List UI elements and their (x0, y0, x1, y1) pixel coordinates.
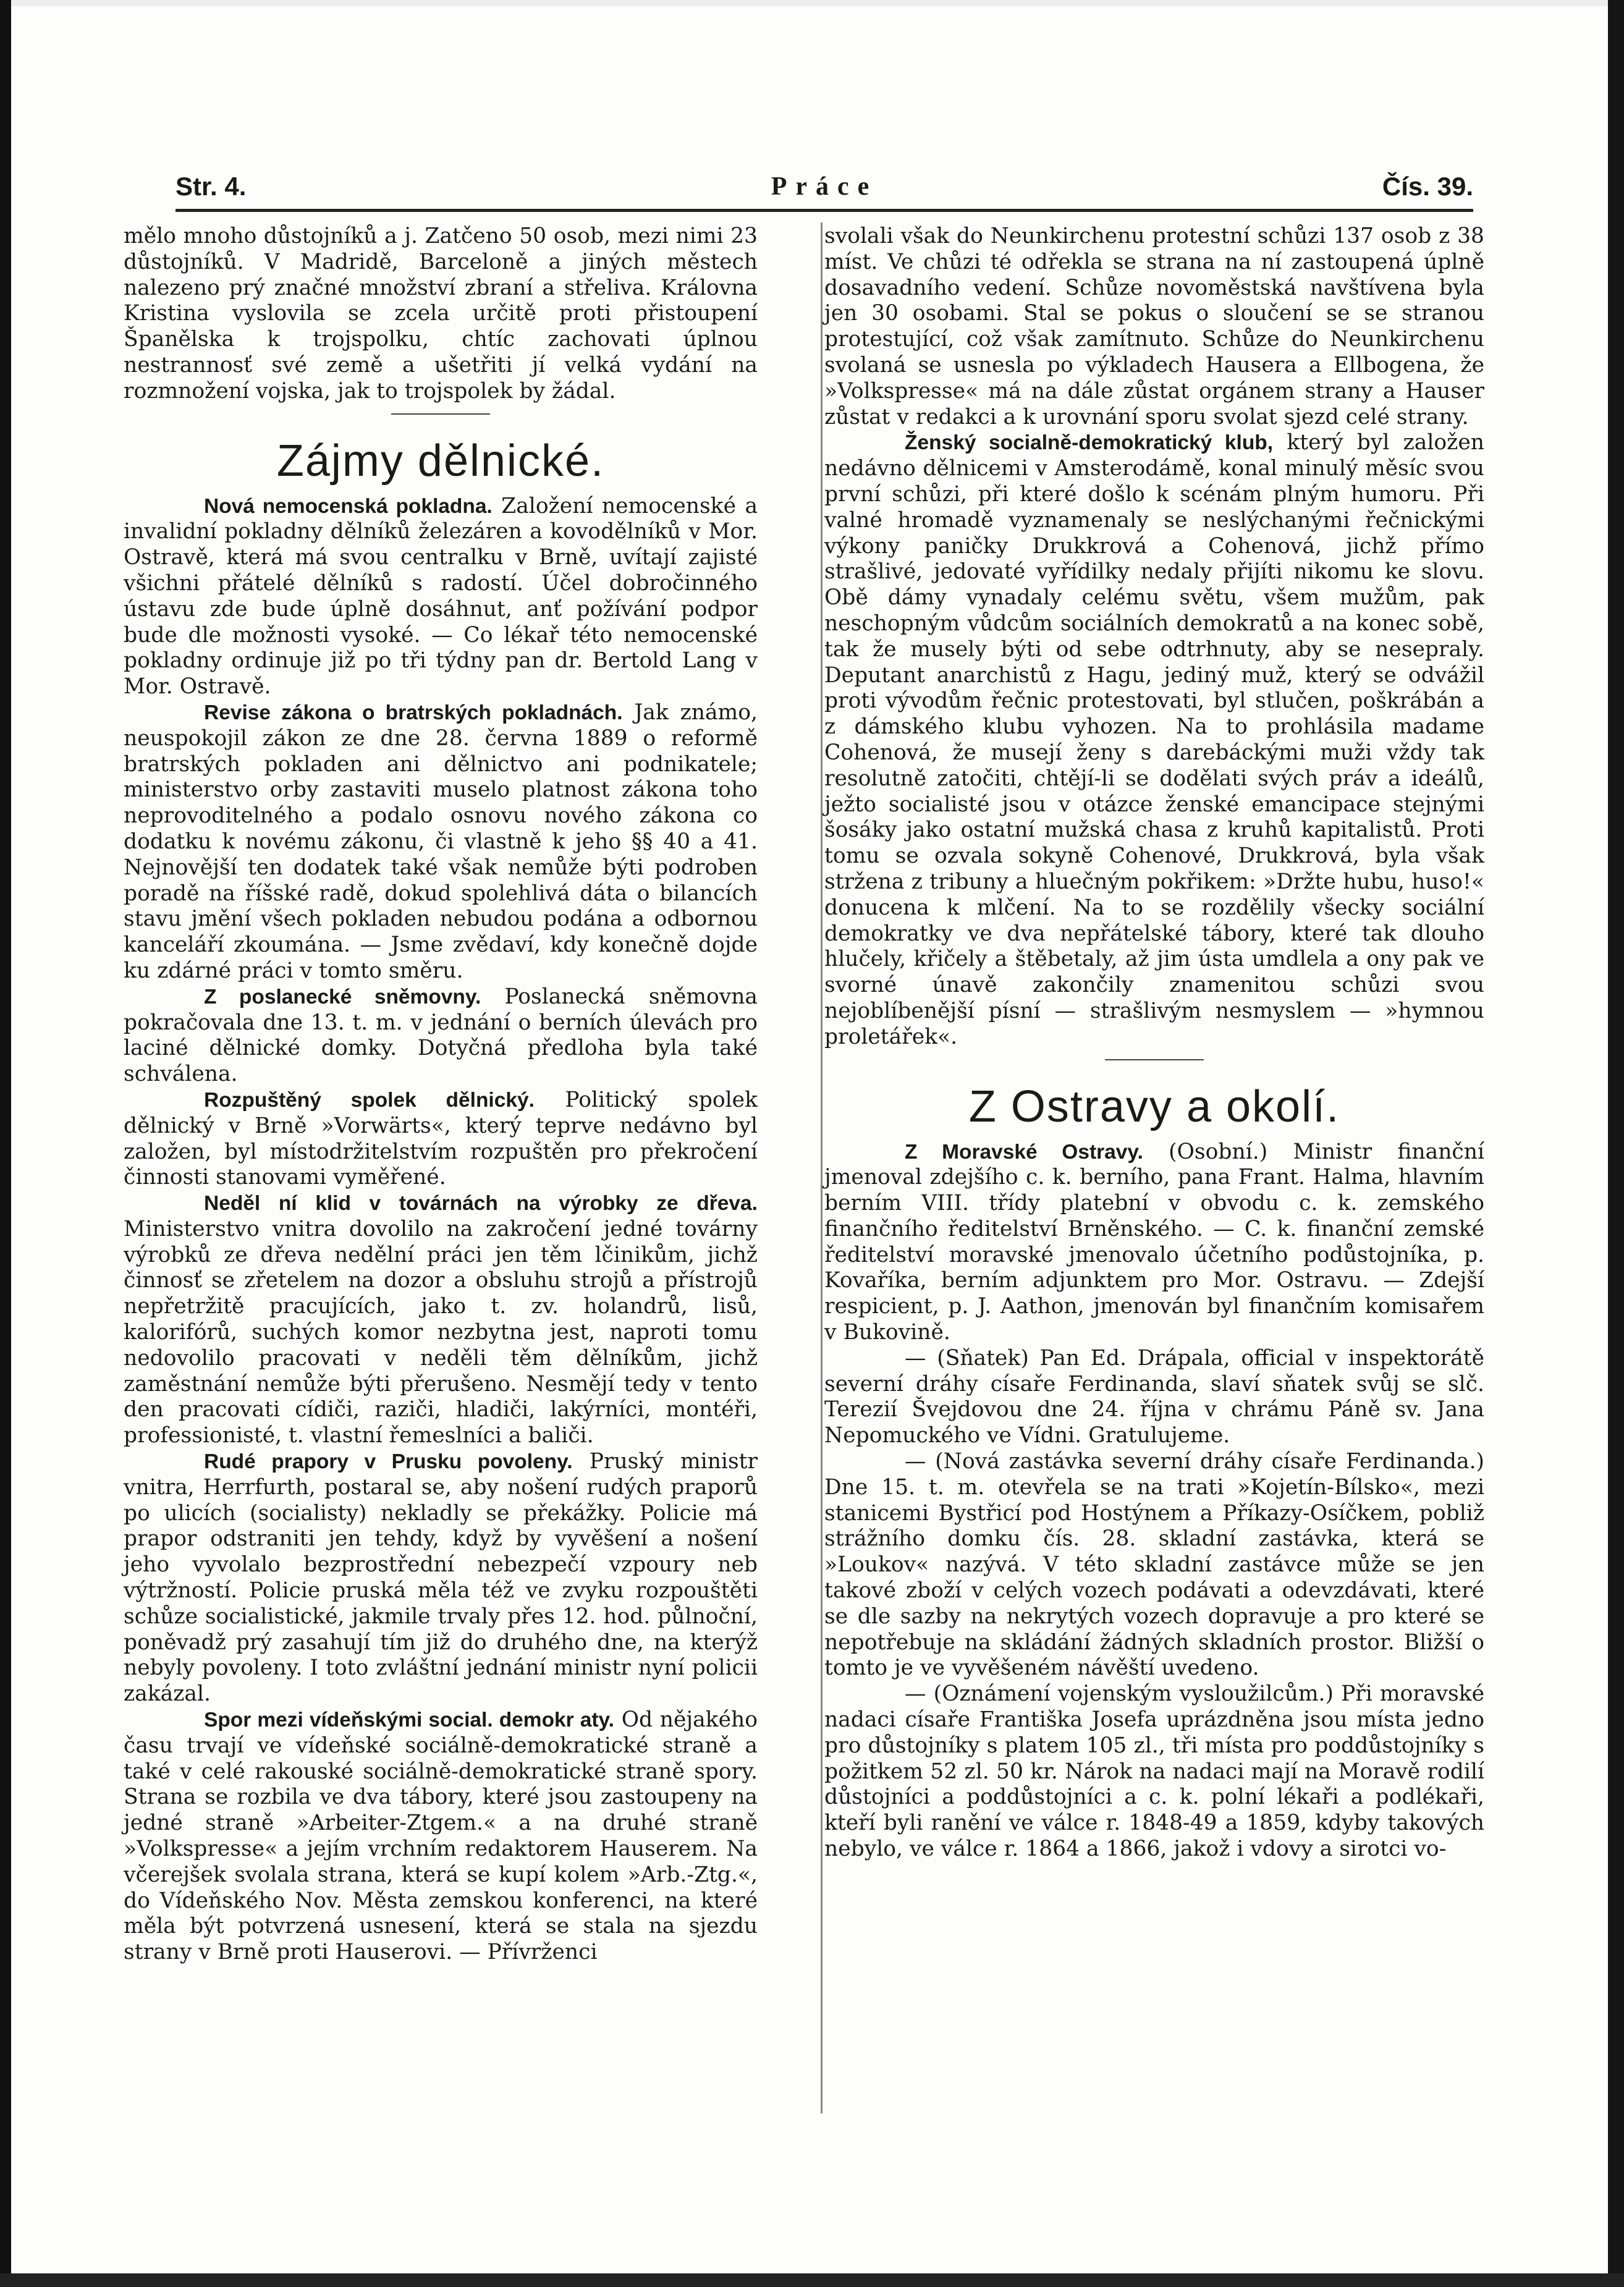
article-text: Pruský ministr vnitra, Herrfurth, postaral se, aby nošení rudých praporů po ulicích (socialisty) nekladly se překážky. Policie má prapor odstraniti jen tehdy, když by vyvěšení a nošení jeho vyvolalo bezprostřední nebezpečí vzpoury neb výtržností. Policie pruská měla též ve zvyku rozpouštěti schůze socialistické, jakmile trvaly přes 12. hod. půlnoční, poněvadž prý zasahují tím již do druhého dne, na kterýž nebyly povoleny. I toto zvláštní jednání ministr nyní policii zakázal. (124, 1449, 758, 1707)
article-lead: Spor mezi vídeňskými social. demokr aty. (204, 1709, 614, 1732)
right-column (824, 224, 1484, 1862)
scan-edge-bottom (0, 2273, 1624, 2287)
article-continuation: mělo mnoho důstojníků a j. Zatčeno 50 osob, mezi nimi 23 důstojníků. V Madridě, Barceloně a jiných městech nalezeno prý značné množství zbraní a střeliva. Královna Kristina vyslovila se zcela určitě proti přistoupení Španělska k trojspolku, chtíc zachovati úplnou nestrannosť své země a ušetřiti jí velká vydání na rozmnožení vojska, jak to trojspolek by žádal. (124, 224, 758, 404)
article-lead: Neděl ní klid v továrnách na výrobky ze dřeva. (204, 1192, 758, 1215)
article-text: (Osobní.) Ministr finanční jmenoval zdejšího c. k. berního, pana Frant. Halma, hlavním berním VIII. třídy platební v obvodu c. k. zemského finančního ředitelství Brněnského. — C. k. finanční zemské ředitelství moravské jmenovalo účetního podůstojníka, p. Kovaříka, berním adjunktem pro Mor. Ostravu. — Zdejší respicient, p. J. Aathon, jmenován byl finančním komisařem v Bukovině. (824, 1139, 1484, 1345)
article-text: Poslanecká sněmovna pokračovala dne 13. t. m. v jednání o berních úlevách pro laciné dělnické domky. Dotyčná předloha byla také schválena. (124, 984, 758, 1087)
scan-edge-left (0, 0, 11, 2287)
page-number: Str. 4. (176, 172, 247, 201)
left-column (124, 224, 758, 1966)
article-text: který byl založen nedávno dělnicemi v Amsterodámě, konal minulý měsíc svou první schůzi, při které došlo k scénám plným humoru. Při valné hromadě vyznamenaly se neslýchanými řečnickými výkony paničky Drukkrová a Cohenová, jichž přímo strašlivé, jedovaté vyřídilky nedaly přijíti nikomu ke slovu. Obě dámy vynadaly celému světu, všem mužům, pak neschopným vůdcům sociálních demokratů a na konec sobě, tak že musely býti od sebe odtrhnuty, aby se nesepraly. Deputant anarchistů z Hagu, jediný muž, který se odvážil proti vývodům řečnic protestovati, byl stlučen, poškrábán a z dámského klubu vyhozen. Na to prohlásila madame Cohenová, že musejí ženy s darebáckými muži vždy tak resolutně zatočiti, chtějí-li se dodělati svých práv a ideálů, ježto socialisté jsou v otázce ženské emancipace stejnými šosáky jako ostatní mužská chasa z kruhů kapitalistů. Proti tomu se ozvala sokyně Cohenové, Drukkrová, byla však stržena z tribuny a hluečným pokřikem: »Držte hubu, huso!« donucena k mlčení. Na to se rozdělily všecky sociální demokratky ve dva nepřátelské tábory, které tak dlouho hlučely, křičely a štěbetaly, až jim ústa umdlela a ony pak ve svorné únavě zakončily znamenitou schůzi svou nejoblíbenější písní — strašlivým nesmyslem — »hymnou proletářek«. (824, 430, 1484, 1049)
column-divider (821, 222, 823, 2113)
article (124, 1449, 758, 1707)
local-news-item (824, 1139, 1484, 1346)
local-news-item (824, 1449, 1484, 1681)
article-lead: Z poslanecké sněmovny. (204, 985, 481, 1008)
newspaper-title: Práce (771, 172, 878, 201)
article-text: Politický spolek dělnický v Brně »Vorwärts«, který teprve nedávno byl založen, byl místodržitelstvím rozpuštěn pro překročení činnosti stanovami vyměřené. (124, 1087, 758, 1190)
header-rule (176, 209, 1473, 212)
separator-rule (1105, 1059, 1204, 1060)
section-heading-local: Z Ostravy a okolí. (968, 1081, 1340, 1131)
scan-edge-top (0, 0, 1624, 6)
section-heading-labor: Zájmy dělnické. (276, 436, 605, 486)
article-lead: Ženský socialně-demokratický klub, (905, 431, 1274, 455)
article-lead: Rozpuštěný spolek dělnický. (204, 1088, 535, 1112)
article-text: Jak známo, neuspokojil zákon ze dne 28. června 1889 o reformě bratrských pokladen ani dělnictvo ani podnikatele; ministerstvo orby zastaviti muselo platnost zákona toho neprovoditelného a podalo osnovu nového zákona co dodatku k novému zákonu, či vlastně k jeho §§ 40 a 41. Nejnovější ten dodatek také však nemůže býti podroben poradě na říšské radě, dokud spolehlivá dáta o bilancích stavu jmění všech pokladen nebudou podána a odbornou kanceláří zkoumána. — Jsme zvědaví, kdy konečně dojde ku zdárné práci v tomto směru. (124, 700, 758, 983)
article-lead: Rudé prapory v Prusku povoleny. (204, 1450, 573, 1474)
article-text: Ministerstvo vnitra dovolilo na zakročení jedné továrny výrobků ze dřeva nedělní práci jen těm lčinikům, jichž činnosť se zřetelem na dozor a obsluhu strojů a přístrojů nepřetržitě pracujících, jako t. zv. holandrů, lisů, kalorifórů, suchých komor nezbytna jest, naproti tomu nedovolilo pracovati v neděli těm dělníkům, jichž zaměstnání nemůže býti přerušeno. Nesmějí tedy v tento den pracovati cídiči, raziči, hladiči, lakýrníci, montéři, professionisté, t. vlastní řemeslníci a baliči. (124, 1216, 758, 1448)
page-header (176, 172, 1473, 209)
article (124, 1707, 758, 1966)
article-continuation: svolali však do Neunkirchenu protestní schůzi 137 osob z 38 míst. Ve chůzi té odřekla se strana na ní zastoupená úplně dosavadního vedení. Schůze novoměstská navštívena byla jen 30 osobami. Stal se pokus o sloučení se se stranou protestující, což však zamítnuto. Schůze do Neunkirchenu svolaná se usnesla po výkladech Hausera a Ellbogena, že »Volkspresse« má na dále zůstat orgánem strany a Hauser zůstat v redakci a k urovnání sporu svolat sjezd celé strany. (824, 224, 1484, 429)
article (824, 430, 1484, 1050)
separator-rule (391, 413, 490, 415)
article-lead: Revise zákona o bratrských pokladnách. (204, 701, 623, 724)
scan-edge-right (1608, 0, 1624, 2287)
article (124, 494, 758, 700)
article-text: Od nějakého času trvají ve vídeňské sociálně-demokratické straně a také v celé rakouské sociálně-demokratické straně spory. Strana se rozbila ve dva tábory, které jsou zastoupeny na jedné straně »Arbeiter-Ztgem.« a na druhé straně »Volkspresse« a jejím vrchním redaktorem Hauserem. Na včerejšek svolala strana, která se kupí kolem »Arb.-Ztg.«, do Vídeňského Nov. Města zemskou konferenci, na které měla být potvrzená usnesení, která se stala na sjezdu strany v Brně proti Hauserovi. — Přívrženci (124, 1707, 758, 1965)
article (124, 700, 758, 984)
article-text: — (Nová zastávka severní dráhy císaře Ferdinanda.) Dne 15. t. m. otevřela se na trati »Kojetín-Bílsko«, mezi stanicemi Bystřicí pod Hostýnem a Příkazy-Osíčkem, pobliž strážního domku čís. 28. skladní zastávka, která se »Loukov« nazývá. V této skladní zastávce může se jen takové zboží v celých vozech podávati a odevzdávati, které se dle sazby na nekrytých vozech dopravuje a pro které se nepotřebuje na skládání žádných skladních prostor. Bližší o tomto je ve vyvěšeném návěští uvedeno. (824, 1449, 1484, 1681)
article-text: Založení nemocenské a invalidní pokladny dělníků železáren a kovodělníků v Mor. Ostravě, která má svou centralku v Brně, uvítají zajisté všichni přátelé dělníků s radostí. Účel dobročinného ústavu zde bude úplně dosáhnut, anť požívání podpor bude dle možnosti vysoké. — Co lékař této nemocenské pokladny ordinuje již po tři týdny pan dr. Bertold Lang v Mor. Ostravě. (124, 493, 758, 700)
article (124, 1191, 758, 1449)
local-news-item (824, 1681, 1484, 1862)
article-lead: Nová nemocenská pokladna. (204, 494, 493, 518)
local-news-item (824, 1346, 1484, 1449)
article-lead: Z Moravské Ostravy. (905, 1140, 1143, 1164)
article-text: — (Sňatek) Pan Ed. Drápala, official v inspektorátě severní dráhy císaře Ferdinanda, slaví sňatek svůj se slč. Terezií Švejdovou dne 24. října v chrámu Páně sv. Jana Nepomuckého ve Vídni. Gratulujeme. (824, 1345, 1484, 1448)
article-text: — (Oznámení vojenským vysloužilcům.) Při moravské nadaci císaře Františka Josefa uprázdněna jsou místa jedno pro důstojníky s platem 105 zl., tři místa pro poddůstojníky s požitkem 52 zl. 50 kr. Nárok na nadaci mají na Moravě rodilí důstojníci a poddůstojníci a c. k. polní lékaři a podlékaři, kteří byli ranění ve válce r. 1848-49 a 1859, kdyby takových nebylo, ve válce r. 1864 a 1866, jakož i vdovy a sirotci vo- (824, 1681, 1484, 1862)
article (124, 1088, 758, 1191)
issue-number: Čís. 39. (1382, 172, 1473, 201)
article (124, 984, 758, 1088)
